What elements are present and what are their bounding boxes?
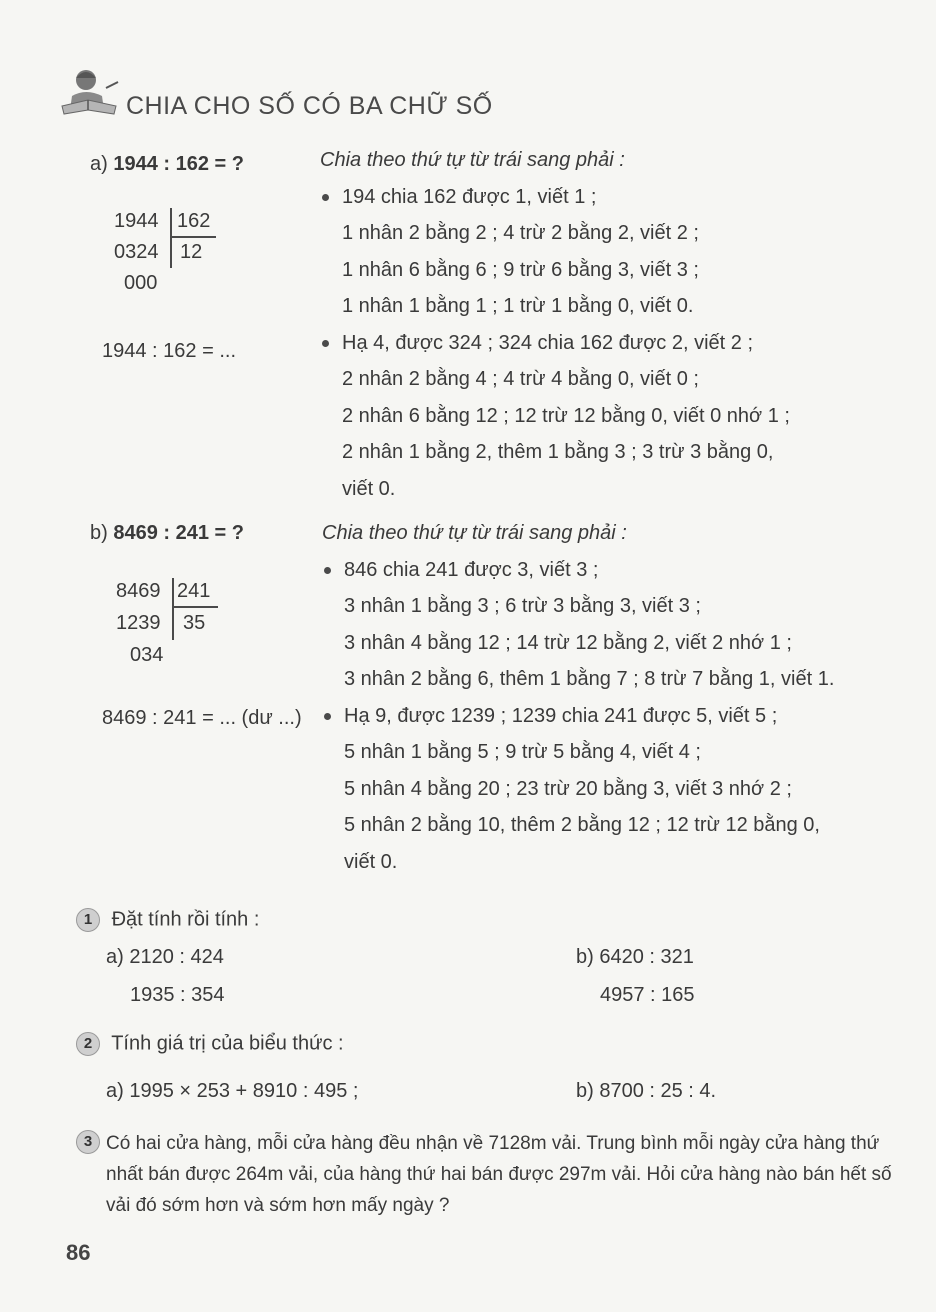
b-divisor: 241 <box>177 580 211 602</box>
step-item: 1 nhân 1 bằng 1 ; 1 trừ 1 bằng 0, viết 0. <box>342 295 694 317</box>
step-item: 846 chia 241 được 3, viết 3 ; <box>322 552 834 589</box>
exercise-3 <box>76 1128 896 1221</box>
exercise-1-text: Đặt tính rồi tính : <box>111 908 260 931</box>
a-division-vertical-line <box>170 208 172 268</box>
part-b-expression: 8469 : 241 = ? <box>113 522 245 544</box>
exercise-2a: a) 1995 × 253 + 8910 : 495 ; <box>106 1080 359 1102</box>
exercise-2-prompt <box>76 1032 344 1056</box>
step-item: 1 nhân 6 bằng 6 ; 9 trừ 6 bằng 3, viết 3 ; <box>342 258 699 281</box>
step-item: 5 nhân 2 bằng 10, thêm 2 bằng 12 ; 12 trừ 12 bằng 0, <box>344 814 820 836</box>
part-a-heading: Chia theo thứ tự từ trái sang phải : <box>320 149 625 171</box>
exercise-1b: b) 6420 : 321 <box>576 946 694 968</box>
part-b-problem <box>90 522 244 545</box>
step-item: 3 nhân 4 bằng 12 ; 14 trừ 12 bằng 2, viết 2 nhớ 1 ; <box>344 631 792 654</box>
b-division-horizontal-line <box>172 606 218 608</box>
a-quotient: 12 <box>180 241 203 263</box>
step-item: 5 nhân 4 bằng 20 ; 23 trừ 20 bằng 3, viết 3 nhớ 2 ; <box>344 777 792 800</box>
a-dividend: 1944 <box>114 210 159 232</box>
part-a-result: 1944 : 162 = ... <box>102 340 236 362</box>
a-division-horizontal-line <box>170 236 216 238</box>
exercise-2-text: Tính giá trị của biểu thức : <box>111 1032 344 1055</box>
b-quotient: 35 <box>183 612 206 634</box>
part-b-label: b) <box>90 522 108 544</box>
child-reading-icon <box>58 66 120 118</box>
step-item: viết 0. <box>342 477 396 500</box>
step-item: 2 nhân 1 bằng 2, thêm 1 bằng 3 ; 3 trừ 3 bằng 0, <box>342 441 774 463</box>
a-remainder-2: 000 <box>124 272 158 294</box>
step-item: Hạ 9, được 1239 ; 1239 chia 241 được 5, viết 5 ; <box>322 698 834 735</box>
step-item: 194 chia 162 được 1, viết 1 ; <box>320 179 790 216</box>
part-a-problem <box>90 153 244 176</box>
step-item: 3 nhân 1 bằng 3 ; 6 trừ 3 bằng 3, viết 3 ; <box>344 595 701 617</box>
step-item: 1 nhân 2 bằng 2 ; 4 trừ 2 bằng 2, viết 2 ; <box>342 222 699 244</box>
part-a-expression: 1944 : 162 = ? <box>113 153 245 175</box>
step-item: 2 nhân 6 bằng 12 ; 12 trừ 12 bằng 0, viết 0 nhớ 1 ; <box>342 404 790 427</box>
part-a-label: a) <box>90 153 108 175</box>
exercise-3-number-icon: 3 <box>76 1130 100 1154</box>
page-number: 86 <box>66 1240 91 1265</box>
page-title: CHIA CHO SỐ CÓ BA CHỮ SỐ <box>126 92 493 120</box>
b-remainder-1: 1239 <box>116 612 161 634</box>
exercise-1a: a) 2120 : 424 <box>106 946 224 968</box>
part-a-steps <box>320 142 790 507</box>
part-b-result: 8469 : 241 = ... (dư ...) <box>102 707 302 729</box>
exercise-2b: b) 8700 : 25 : 4. <box>576 1080 717 1102</box>
step-item: viết 0. <box>344 850 398 873</box>
b-division-vertical-line <box>172 578 174 640</box>
b-remainder-2: 034 <box>130 644 164 666</box>
step-item: 3 nhân 2 bằng 6, thêm 1 bằng 7 ; 8 trừ 7 bằng 1, viết 1. <box>344 668 835 690</box>
step-item: 2 nhân 2 bằng 4 ; 4 trừ 4 bằng 0, viết 0 ; <box>342 368 699 390</box>
exercise-3-text: Có hai cửa hàng, mỗi cửa hàng đều nhận về 7128m vải. Trung bình mỗi ngày cửa hàng thứ nhất bán được 264m vải, của hàng thứ hai bán được 297m vải. Hỏi cửa hàng nào bán hết số vải đó sớm hơn và sớm hơn mấy ngày ? <box>106 1133 892 1216</box>
exercise-1a-line-2: 1935 : 354 <box>130 984 225 1006</box>
exercise-1-prompt <box>76 908 259 932</box>
part-b-steps <box>322 515 834 880</box>
exercise-1b-line-2: 4957 : 165 <box>600 984 695 1006</box>
a-remainder-1: 0324 <box>114 241 159 263</box>
b-dividend: 8469 <box>116 580 161 602</box>
exercise-1-number-icon: 1 <box>76 908 100 932</box>
part-b-heading: Chia theo thứ tự từ trái sang phải : <box>322 522 627 544</box>
step-item: 5 nhân 1 bằng 5 ; 9 trừ 5 bằng 4, viết 4 ; <box>344 741 701 763</box>
step-item: Hạ 4, được 324 ; 324 chia 162 được 2, viết 2 ; <box>320 325 790 362</box>
exercise-2-number-icon: 2 <box>76 1032 100 1056</box>
a-divisor: 162 <box>177 210 211 232</box>
